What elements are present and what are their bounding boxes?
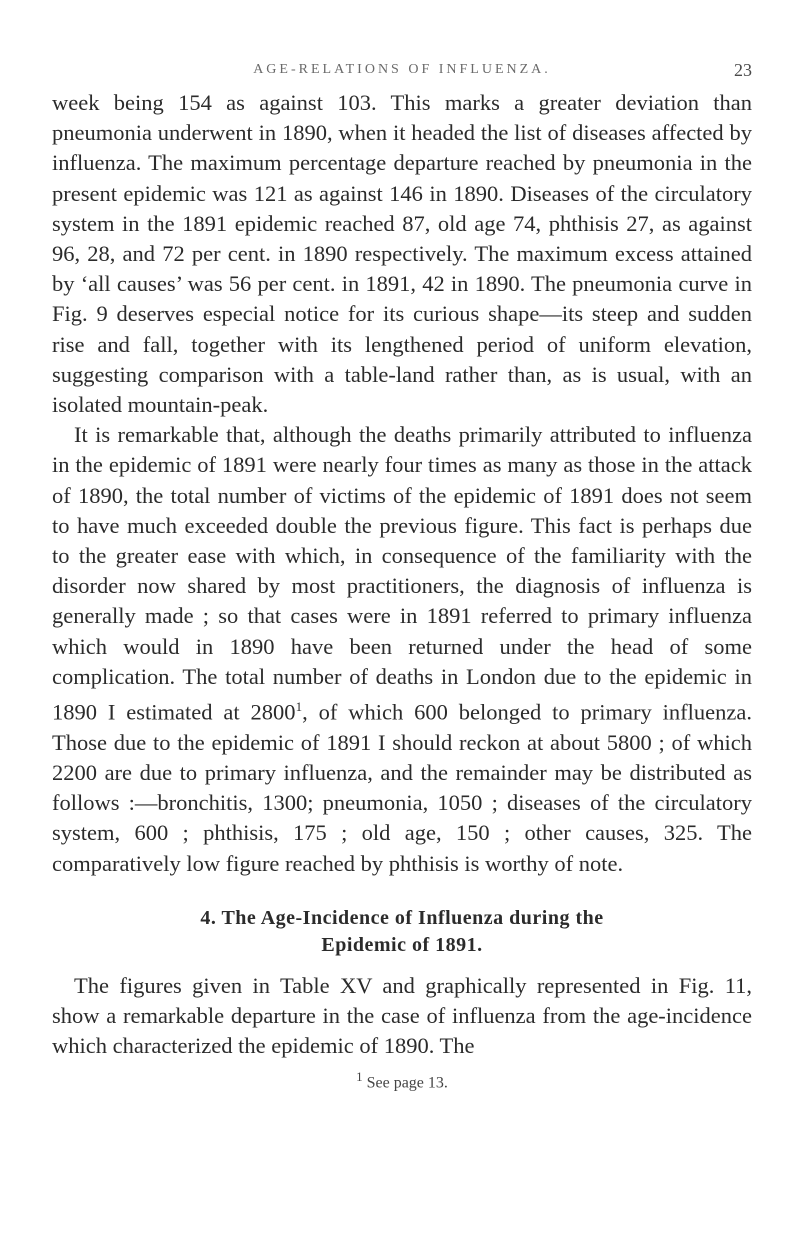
paragraph-3: The figures given in Table XV and graphically represented in Fig. 11, show a remarkable departure in the case of influenza from the age-incidence which characterized the epidemic of 1890. The bbox=[52, 972, 752, 1059]
footnote-reference: 1 bbox=[295, 699, 303, 715]
section-heading bbox=[52, 905, 752, 959]
footnote-mark: 1 bbox=[356, 1069, 363, 1085]
running-head bbox=[52, 60, 752, 88]
paragraph-2-continued: , of which 600 belonged to primary influenza. Those due to the epidemic of 1891 I should reckon at about 5800 ; of which 2200 are due to primary influenza, and the remainder may be distributed as follows :—bronchitis, 1300; pneumonia, 1050 ; diseases of the circulatory system, 600 ; phthisis, 175 ; old age, 150 ; other causes, 325. The comparatively low figure reached by phthisis is worthy of note. bbox=[52, 699, 753, 876]
section-heading-line-2: Epidemic of 1891. bbox=[321, 933, 483, 956]
footnote-text: See page 13. bbox=[366, 1074, 448, 1092]
section-heading-line-1: 4. The Age-Incidence of Influenza during the bbox=[200, 906, 604, 929]
paragraph-2 bbox=[52, 420, 752, 879]
paragraph-2-text: It is remarkable that, although the deaths primarily attributed to influenza in the epidemic of 1891 were nearly four times as many as those in the attack of 1890, the total number of victims of the epidemic of 1891 does not seem to have much exceeded double the previous figure. This fact is perhaps due to the greater ease with which, in consequence of the familiarity with the disorder now shared by most practitioners, the diagnosis of influenza is generally made ; so that cases were in 1891 referred to primary influenza which would in 1890 have been returned under the head of some complication. The total number of deaths in London due to the epidemic in 1890 I estimated at 2800 bbox=[52, 422, 752, 725]
page-number: 23 bbox=[734, 60, 752, 80]
paragraph-1: week being 154 as against 103. This marks a greater deviation than pneumonia underwent in 1890, when it headed the list of diseases affected by influenza. The maximum percentage departure reached by pneumonia in the present epidemic was 121 as against 146 in 1890. Diseases of the circulatory system in the 1891 epidemic reached 87, old age 74, phthisis 27, as against 96, 28, and 72 per cent. in 1890 respectively. The maximum excess attained by ‘all causes’ was 56 per cent. in 1891, 42 in 1890. The pneumonia curve in Fig. 9 deserves especial notice for its curious shape—its steep and sudden rise and fall, together with its lengthened period of uniform elevation, suggesting comparison with a table-land rather than, as is usual, with an isolated mountain-peak. bbox=[52, 90, 752, 418]
running-head-title: AGE-RELATIONS OF INFLUENZA. bbox=[253, 62, 551, 77]
footnote bbox=[52, 1069, 752, 1092]
page bbox=[52, 60, 752, 1093]
